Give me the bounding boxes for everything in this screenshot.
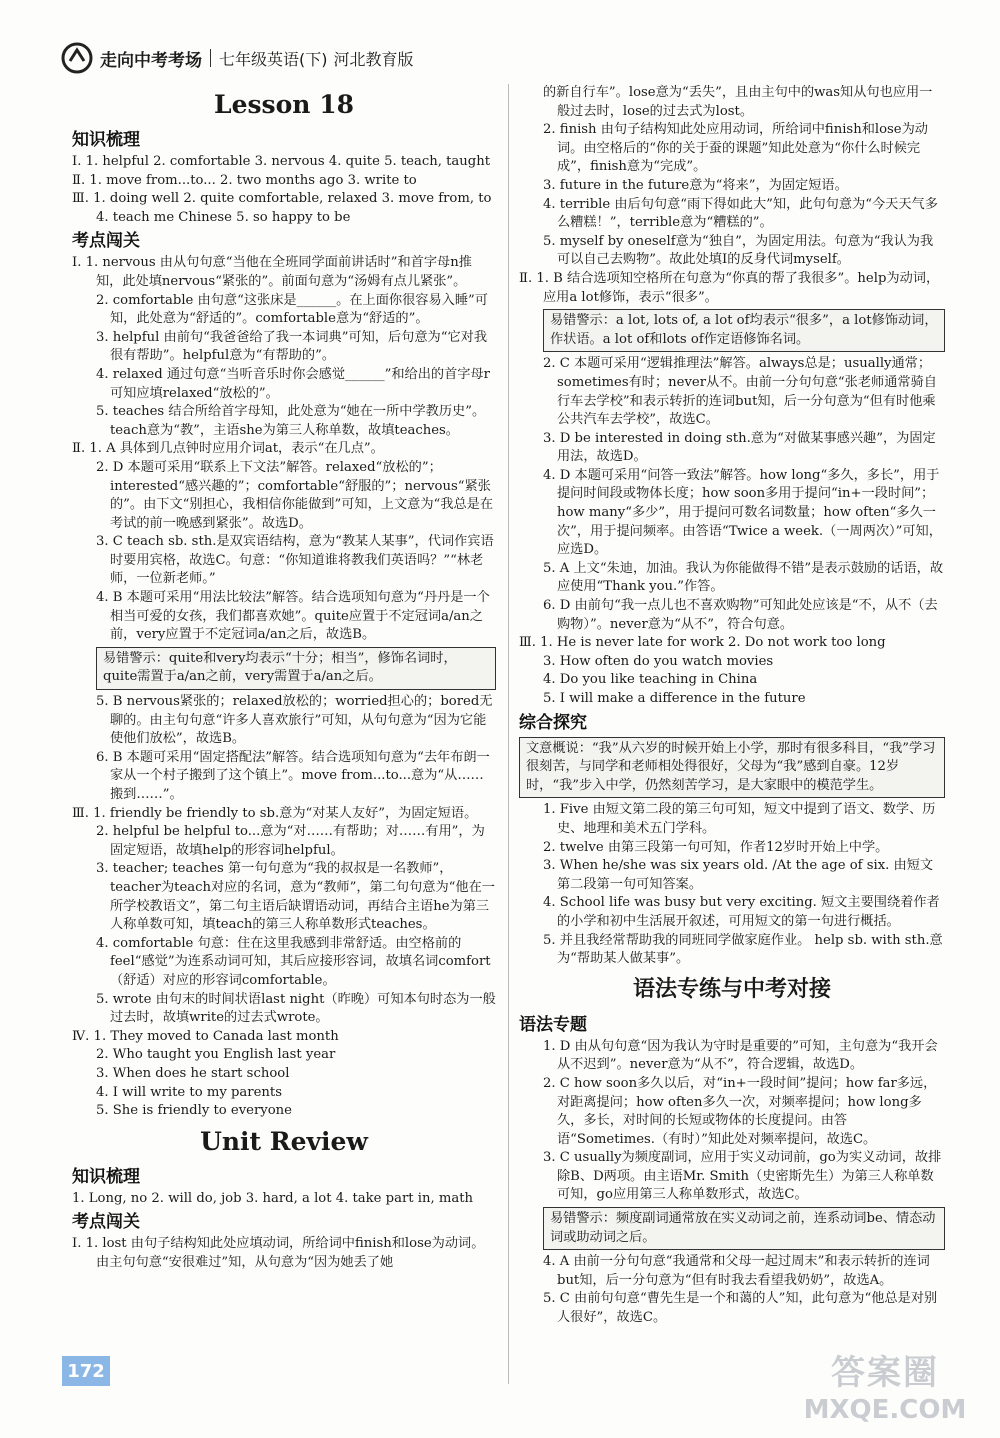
answer-item: 2. Who taught you English last year	[96, 1047, 336, 1063]
answer-item: Ⅱ. 1. B 结合选项知空格所在句意为“你真的帮了我很多”。help为动词，应用a lot修饰，表示“很多”。	[519, 270, 940, 305]
answer-item: 3. When does he start school	[96, 1065, 290, 1081]
right-column	[519, 84, 945, 1328]
header-separator	[210, 49, 211, 67]
answer-item: 5. A 上文“朱迪，加油。我认为你能做得不错”是表示鼓励的话语，故应使用“Thank you.”作答。	[543, 560, 944, 595]
section-heading: 综合探究	[519, 712, 587, 733]
answer-item: 2. D 本题可采用“联系上下文法”解答。relaxed“放松的”；interested“感兴趣的”；comfortable“舒服的”；nervous“紧张的”。由下文“别担心，我相信你能做到”可知，上文意为“我总是在考试的前一晚感到紧张”。故选D。	[96, 459, 494, 531]
answer-item: 4. A 由前一分句句意“我通常和父母一起过周末”和表示转折的连词but知，后一分句意为“但有时我去看望我奶奶”，故选A。	[543, 1254, 930, 1288]
answer-item: 3. helpful 由前句“我爸爸给了我一本词典”可知，后句意为“它对我很有帮助”。helpful意为“有帮助的”。	[96, 329, 488, 364]
answer-item: 5. I will make a difference in the future	[543, 691, 806, 706]
answer-item: 2. comfortable 由句意“这张床是______。在上面你很容易入睡”可知，此处意为“舒适的”。comfortable意为“舒适的”。	[96, 292, 488, 327]
answer-item: 5. 并且我经常帮助我的同班同学做家庭作业。 help sb. with sth.意为“帮助某人做某事”。	[543, 932, 943, 967]
answer-item: 5. She is friendly to everyone	[96, 1103, 292, 1119]
answer-item: 4. School life was busy but very exciting. 短文主要围绕着作者的小学和初中生活展开叙述，可用短文的第一句进行概括。	[543, 895, 940, 929]
answer-item: 4. Do you like teaching in China	[543, 672, 758, 688]
answer-item: 4. D 本题可采用“问答一致法”解答。how long“多久，多长”，用于提问时间段或物体长度；how soon多用于提问“in+一段时间”；how many“多少”，用于提问可数名词数量；how often“多久一次”，用于提问频率。由答语“Twice a week.（一周两次）”可知，应选D。	[543, 467, 942, 558]
unit-review-title: Unit Review	[200, 1126, 368, 1156]
answer-item: 1. Five 由短文第二段的第三句可知，短文中提到了语文、数学、历史、地理和美术五门学科。	[543, 802, 936, 836]
section-heading: 知识梳理	[72, 1166, 140, 1187]
answer-item: 的新自行车”。lose意为“丢失”，且由主句中的was知从句也应用一般过去时，lose的过去式为lost。	[543, 85, 933, 119]
grammar-title: 语法专练与中考对接	[632, 976, 831, 1002]
page-header	[60, 38, 940, 78]
section-heading: 考点闯关	[72, 231, 140, 252]
answer-item: 5. B nervous紧张的；relaxed放松的；worried担心的；bored无聊的。由主句句意“许多人喜欢旅行”可知，从句句意为“因为它能使他们放松”，故选B。	[96, 694, 493, 747]
answer-item: 5. teaches 结合所给首字母知，此处意为“她在一所中学教历史”。teach意为“教”，主语she为第三人称单数，故填teaches。	[96, 404, 486, 438]
section-heading: 语法专题	[519, 1014, 587, 1035]
answer-item: 3. teacher; teaches 第一句句意为“我的叔叔是一名教师”，teacher为teach对应的名词，意为“教师”，第二句句意为“他在一所学校教语文”，第二句主语后缺谓语动词，再结合主语he为第三人称单数可知，填teach的第三人称单数形式teaches。	[96, 861, 495, 933]
answer-item: 6. D 由前句“我一点儿也不喜欢购物”可知此处应该是“不，从不（去购物）”。never意为“从不”，符合句意。	[543, 598, 938, 632]
warning-box: 易错警示：quite和very均表示“十分；相当”，修饰名词时，quite需置于a/an之前，very需置于a/an之后。	[96, 647, 496, 690]
answer-item: 4. comfortable 句意：住在这里我感到非常舒适。由空格前的feel“感觉”为连系动词可知，其后应接形容词，故填名词comfort（舒适）对应的形容词comfortable。	[96, 935, 491, 988]
answer-item: 6. B 本题可采用“固定搭配法”解答。结合选项知句意为“去年布朗一家从一个村子搬到了这个镇上”。move from...to...意为“从……搬到……”。	[96, 749, 490, 802]
book-subtitle: 七年级英语(下)	[219, 49, 328, 69]
answer-item: 3. When he/she was six years old. /At the age of six. 由短文第二段第一句可知答案。	[543, 858, 934, 892]
answer-item: 2. C 本题可采用“逻辑推理法”解答。always总是；usually通常；sometimes有时；never从不。由前一分句句意“张老师通常骑自行车去学校”和表示转折的连词but知，后一分句意为“但有时他乘公共汽车去学校”，故选C。	[543, 356, 937, 428]
publisher-name: 河北教育版	[333, 49, 414, 69]
answer-line: Ⅲ. 1. doing well 2. quite comfortable, relaxed 3. move from, to	[72, 191, 492, 207]
answer-item: 3. future in the future意为“将来”，为固定短语。	[543, 177, 848, 193]
answer-item: 4. relaxed 通过句意“当听音乐时你会感觉______”和给出的首字母r可知应填relaxed“放松的”。	[96, 366, 490, 401]
answer-item: 3. D be interested in doing sth.意为“对做某事感兴趣”，为固定用法，故选D。	[543, 430, 936, 465]
answer-item: 2. finish 由句子结构知此处应用动词，所给词中finish和lose为动词。由空格后的“你的关于蚕的课题”知此处意为“你什么时候完成”，finish意为“完成”。	[543, 122, 928, 175]
answer-item: 5. wrote 由句末的时间状语last night（昨晚）可知本句时态为一般过去时，故填write的过去式wrote。	[96, 991, 496, 1026]
section-heading: 知识梳理	[72, 130, 140, 150]
answer-item: Ⅳ. 1. They moved to Canada last month	[72, 1028, 339, 1044]
brand-name: 走向中考考场	[100, 50, 202, 71]
answer-item: 4. terrible 由后句句意“雨下得如此大”知，此句句意为“今天天气多么糟糕！”，terrible意为“糟糕的”。	[543, 196, 938, 231]
answer-line: 4. teach me Chinese 5. so happy to be	[96, 209, 351, 225]
answer-item: Ⅰ. 1. lost 由句子结构知此处应填动词，所给词中finish和lose为动词。由主句句意“安很难过”知，从句意为“因为她丢了她	[72, 1236, 485, 1270]
answer-item: 5. C 由前句句意“曹先生是一个和蔼的人”知，此句意为“他总是对别人很好”，故选C。	[543, 1291, 938, 1326]
answer-item: 4. B 本题可采用“用法比较法”解答。结合选项知句意为“丹丹是一个相当可爱的女孩，我们都喜欢她”。quite应置于不定冠词a/an之前，very应置于不定冠词a/an之后，故选B。	[96, 590, 490, 643]
answer-item: 2. twelve 由第三段第一句可知，作者12岁时开始上中学。	[543, 839, 889, 855]
answer-item: 5. myself by oneself意为“独自”，为固定用法。句意为“我认为我可以自己去购物”。故此处填I的反身代词myself。	[543, 233, 934, 268]
summary-box: 文意概说：“我”从六岁的时候开始上小学，那时有很多科目，“我”学习很刻苦，与同学和老师相处得很好，父母为“我”感到自豪。12岁时，“我”步入中学，仍然刻苦学习，是大家眼中的模范学生。	[519, 737, 945, 799]
answer-line: 1. Long, no 2. will do, job 3. hard, a lot 4. take part in, math	[72, 1190, 473, 1206]
answer-item: 3. How often do you watch movies	[543, 653, 774, 669]
warning-box: 易错警示：a lot, lots of, a lot of均表示“很多”，a lot修饰动词，作状语。a lot of和lots of作定语修饰名词。	[543, 309, 945, 352]
answer-item: Ⅱ. 1. A 具体到几点钟时应用介词at，表示“在几点”。	[72, 441, 384, 457]
answer-item: Ⅲ. 1. He is never late for work 2. Do not work too long	[519, 635, 886, 651]
left-column	[72, 84, 496, 1272]
page-number: 172	[62, 1356, 110, 1386]
column-divider	[508, 84, 509, 1384]
answer-line: Ⅱ. 1. move from...to... 2. two months ago 3. write to	[72, 172, 417, 188]
answer-item: 2. C how soon多久以后，对“in+一段时间”提问；how far多远，对距离提问；how often多久一次，对频率提问；how long多久，多长，对时间的长短或物体的长度提问。由答语“Sometimes.（有时）”知此处对频率提问，故选C。	[543, 1075, 937, 1147]
lesson-title: Lesson 18	[214, 90, 354, 119]
answer-item: Ⅲ. 1. friendly be friendly to sb.意为“对某人友好”，为固定短语。	[72, 805, 478, 821]
brand-logo-icon	[60, 41, 94, 75]
answer-item: 2. helpful be helpful to...意为“对……有帮助；对……有用”，为固定短语，故填help的形容词helpful。	[96, 824, 485, 858]
answer-item: 3. C teach sb. sth.是双宾语结构，意为“教某人某事”，代词作宾语时要用宾格，故选C。句意：“你知道谁将教我们英语吗？”“林老师，一位新老师。”	[96, 534, 494, 587]
watermark-line1: 答案圈	[831, 1353, 939, 1393]
warning-box: 易错警示：频度副词通常放在实义动词之前，连系动词be、情态动词或助动词之后。	[543, 1207, 945, 1250]
answer-item: 3. C usually为频度副词，应用于实义动词前，go为实义动词，故排除B、D两项。由主语Mr. Smith（史密斯先生）为第三人称单数可知，go应用第三人称单数形式，故选C。	[543, 1150, 942, 1203]
answer-item: Ⅰ. 1. nervous 由从句句意“当他在全班同学面前讲话时”和首字母n推知，此处填nervous“紧张的”。前面句意为“汤姆有点儿紧张”。	[72, 255, 472, 289]
watermark-line2: MXQE.COM	[803, 1395, 967, 1425]
section-heading: 考点闯关	[72, 1212, 140, 1233]
answer-item: 4. I will write to my parents	[96, 1084, 282, 1100]
watermark	[800, 1352, 970, 1430]
answer-line: Ⅰ. 1. helpful 2. comfortable 3. nervous 4. quite 5. teach, taught	[72, 154, 490, 169]
answer-item: 1. D 由从句句意“因为我认为守时是重要的”可知，主句意为“我开会从不迟到”。never意为“从不”，符合逻辑，故选D。	[543, 1038, 938, 1073]
